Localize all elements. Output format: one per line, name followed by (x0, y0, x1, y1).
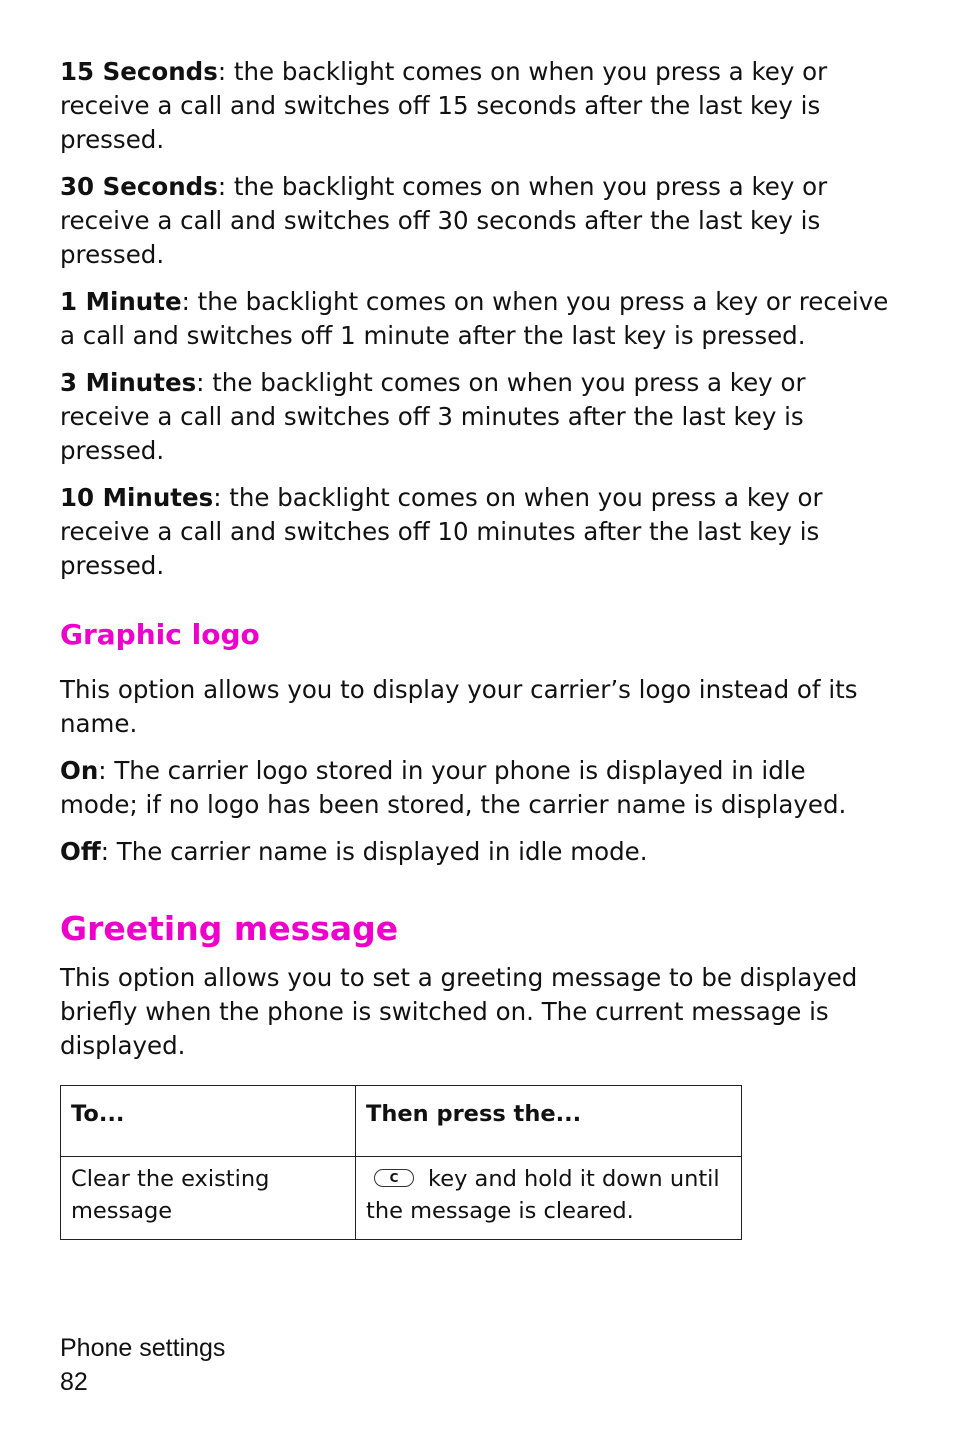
table-cell-action: Clear the existing message (61, 1157, 356, 1240)
option-term: 10 Minutes (60, 483, 214, 512)
option-3-minutes (60, 366, 890, 468)
option-description: : the backlight comes on when you press a key or receive a call and switches off 10 minutes after the last key is pressed. (60, 483, 823, 580)
option-description: : the backlight comes on when you press a key or receive a call and switches off 1 minute after the last key is pressed. (60, 287, 889, 350)
page-content (60, 55, 890, 1240)
page-number: 82 (60, 1368, 88, 1396)
option-term: On (60, 756, 99, 785)
option-10-minutes (60, 481, 890, 583)
option-description: : the backlight comes on when you press a key or receive a call and switches off 3 minutes after the last key is pressed. (60, 368, 806, 465)
table-header-then-press: Then press the... (356, 1086, 742, 1157)
greeting-message-intro: This option allows you to set a greeting message to be displayed briefly when the phone is switched on. The current message is displayed. (60, 963, 858, 1060)
option-term: 30 Seconds (60, 172, 218, 201)
graphic-logo-intro: This option allows you to display your carrier’s logo instead of its name. (60, 675, 858, 738)
table-header-row (61, 1086, 742, 1157)
option-1-minute (60, 285, 890, 353)
option-description: : the backlight comes on when you press a key or receive a call and switches off 15 seconds after the last key is pressed. (60, 57, 828, 154)
key-instruction-table (60, 1085, 742, 1240)
option-description: : The carrier name is displayed in idle mode. (100, 837, 648, 866)
page-footer (60, 1331, 225, 1399)
c-key-icon: C (374, 1169, 414, 1187)
option-15-seconds (60, 55, 890, 157)
graphic-logo-off (60, 835, 890, 869)
table-header-to: To... (61, 1086, 356, 1157)
table-cell-instruction (356, 1157, 742, 1240)
option-30-seconds (60, 170, 890, 272)
footer-section-title: Phone settings (60, 1334, 226, 1362)
graphic-logo-on (60, 754, 890, 822)
greeting-message-heading: Greeting message (60, 909, 399, 948)
option-description: : the backlight comes on when you press a key or receive a call and switches off 30 seconds after the last key is pressed. (60, 172, 828, 269)
graphic-logo-heading: Graphic logo (60, 618, 260, 651)
table-row (61, 1157, 742, 1240)
option-term: 1 Minute (60, 287, 182, 316)
option-term: Off (60, 837, 101, 866)
instruction-text: key and hold it down until the message is cleared. (366, 1166, 720, 1224)
option-term: 3 Minutes (60, 368, 197, 397)
option-term: 15 Seconds (60, 57, 218, 86)
option-description: : The carrier logo stored in your phone is displayed in idle mode; if no logo has been stored, the carrier name is displayed. (60, 756, 847, 819)
